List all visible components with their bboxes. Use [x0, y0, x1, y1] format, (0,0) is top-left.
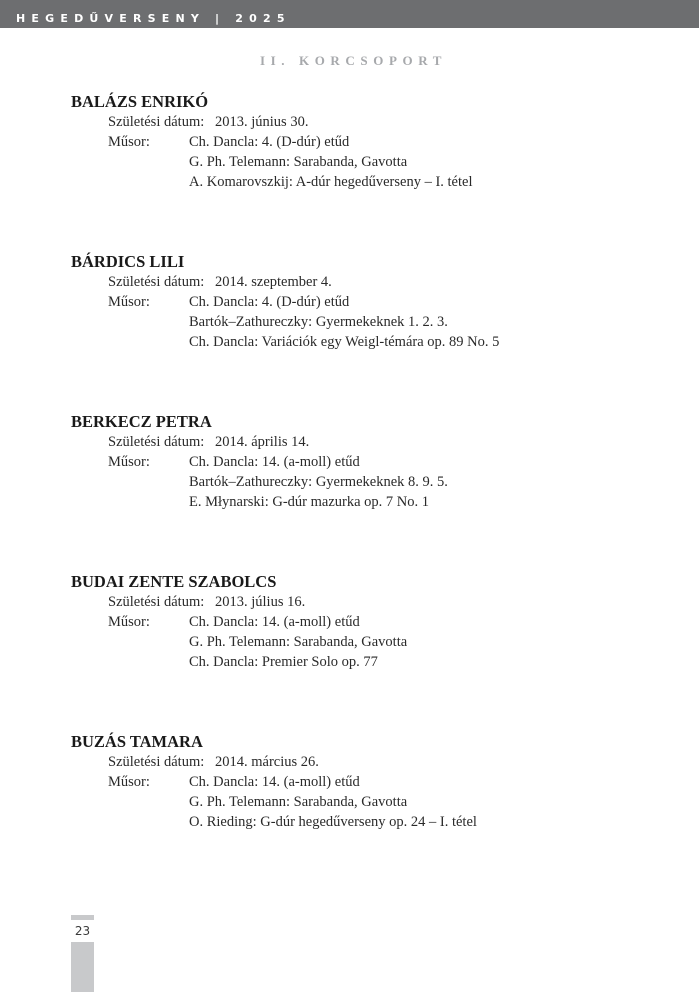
program-row — [71, 312, 671, 332]
contestant-name: BUDAI ZENTE SZABOLCS — [71, 572, 277, 591]
birth-date-label: Születési dátum: — [108, 274, 205, 290]
program-row — [71, 652, 671, 672]
program-item: Ch. Dancla: 4. (D-dúr) etűd — [189, 294, 350, 310]
program-item: E. Młynarski: G-dúr mazurka op. 7 No. 1 — [189, 494, 430, 510]
program-row — [71, 292, 671, 312]
contestant-name: BERKECZ PETRA — [71, 412, 212, 431]
program-item: Ch. Dancla: 14. (a-moll) etűd — [189, 614, 360, 630]
page-tab-decoration — [71, 942, 94, 992]
program-item: Bartók–Zathureczky: Gyermekeknek 1. 2. 3. — [189, 314, 448, 330]
page-tab-decoration — [71, 915, 94, 920]
birth-date-value: 2013. július 16. — [215, 594, 306, 610]
birth-date-label: Születési dátum: — [108, 434, 205, 450]
header-bar — [0, 0, 699, 28]
program-item: G. Ph. Telemann: Sarabanda, Gavotta — [189, 154, 408, 170]
birth-date-label: Születési dátum: — [108, 114, 205, 130]
program-label: Műsor: — [108, 294, 150, 310]
birth-date-row — [71, 272, 671, 292]
program-item: O. Rieding: G-dúr hegedűverseny op. 24 – I. tétel — [189, 814, 477, 830]
program-item: Ch. Dancla: 14. (a-moll) etűd — [189, 774, 360, 790]
birth-date-value: 2014. április 14. — [215, 434, 310, 450]
program-item: Ch. Dancla: 4. (D-dúr) etűd — [189, 134, 350, 150]
program-label: Műsor: — [108, 614, 150, 630]
birth-date-label: Születési dátum: — [108, 594, 205, 610]
contestant-name: BUZÁS TAMARA — [71, 732, 203, 751]
program-label: Műsor: — [108, 774, 150, 790]
program-item: Bartók–Zathureczky: Gyermekeknek 8. 9. 5. — [189, 474, 448, 490]
birth-date-row — [71, 752, 671, 772]
program-item: Ch. Dancla: Variációk egy Weigl-témára op. 89 No. 5 — [189, 334, 500, 350]
birth-date-value: 2014. szeptember 4. — [215, 274, 332, 290]
program-row — [71, 792, 671, 812]
program-item: G. Ph. Telemann: Sarabanda, Gavotta — [189, 794, 408, 810]
contestant-name: BALÁZS ENRIKÓ — [71, 92, 209, 111]
program-row — [71, 152, 671, 172]
birth-date-value: 2014. március 26. — [215, 754, 319, 770]
page-number: 23 — [74, 924, 91, 938]
birth-date-row — [71, 112, 671, 132]
program-row — [71, 632, 671, 652]
program-row — [71, 612, 671, 632]
contestant-entry — [71, 92, 671, 192]
program-row — [71, 812, 671, 832]
program-item: Ch. Dancla: 14. (a-moll) etűd — [189, 454, 360, 470]
contestant-entry — [71, 732, 671, 832]
program-label: Műsor: — [108, 454, 150, 470]
contestant-name: BÁRDICS LILI — [71, 252, 185, 271]
contestant-entry — [71, 412, 671, 512]
birth-date-label: Születési dátum: — [108, 754, 205, 770]
program-row — [71, 492, 671, 512]
contestant-entry — [71, 572, 671, 672]
section-title: II. KORCSOPORT — [259, 53, 447, 68]
program-item: G. Ph. Telemann: Sarabanda, Gavotta — [189, 634, 408, 650]
program-row — [71, 472, 671, 492]
birth-date-row — [71, 432, 671, 452]
program-label: Műsor: — [108, 134, 150, 150]
program-row — [71, 772, 671, 792]
birth-date-value: 2013. június 30. — [215, 114, 309, 130]
program-row — [71, 132, 671, 152]
birth-date-row — [71, 592, 671, 612]
contestant-entry — [71, 252, 671, 352]
program-row — [71, 172, 671, 192]
program-row — [71, 332, 671, 352]
program-item: A. Komarovszkij: A-dúr hegedűverseny – I. tétel — [189, 174, 473, 190]
program-item: Ch. Dancla: Premier Solo op. 77 — [189, 654, 378, 670]
program-row — [71, 452, 671, 472]
header-title: HEGEDŰVERSENY | 2025 — [16, 12, 291, 25]
